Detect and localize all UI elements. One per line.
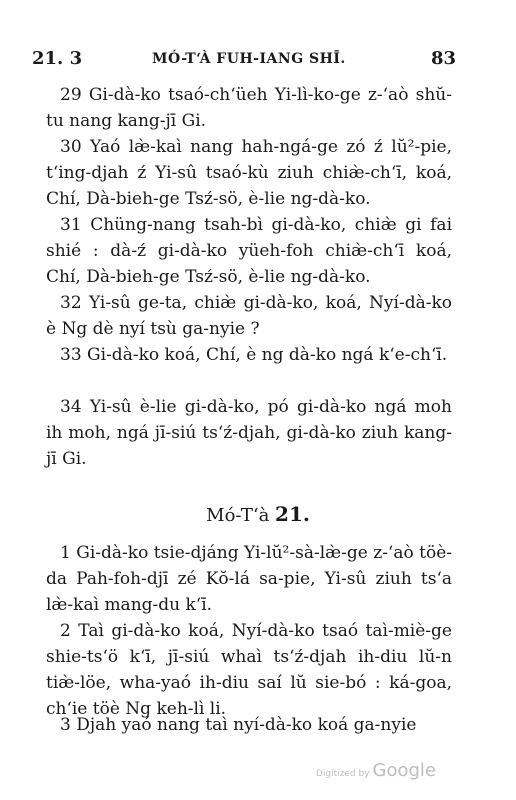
verse-number: 34: [60, 397, 82, 417]
running-header: [32, 48, 456, 68]
verse-number: 3: [60, 715, 71, 735]
verse-number: 31: [60, 215, 82, 235]
verse-number: 1: [60, 543, 71, 563]
verse-text: Yaó læ̀-kaì nang hah-ngá-ge zó ź lŭ²-pie, t‘ing-djah ź Yi-sû tsaó-kù ziuh chiæ̀-ch‘ī, koá, Chí, Dà-bieh-ge Tsź-sö, è-lie ng-dà-ko.: [46, 137, 452, 209]
chapter-reference: 21. 3: [32, 48, 83, 69]
verse-text: Chüng-nang tsah-bì gi-dà-ko, chiæ̀ gi fai shié : dà-ź gi-dà-ko yüeh-foh chiæ̀-ch‘ī koá, Chí, Dà-bieh-ge Tsź-sö, è-lie ng-dà-ko.: [46, 215, 453, 287]
verse-text: Yi-sû è-lie gi-dà-ko, pó gi-dà-ko ngá moh ih moh, ngá jī-siú ts‘ź-djah, gi-dà-ko ziuh kang-jī Gi.: [46, 397, 452, 469]
verse-31: [46, 212, 452, 290]
chapter-heading: [0, 502, 516, 526]
verse-32: [46, 290, 452, 342]
watermark-prefix: Digitized by: [315, 769, 370, 779]
chapter-number: 21.: [275, 502, 310, 526]
verse-number: 33: [60, 345, 82, 365]
verse-text: Gi-dà-ko tsaó-ch‘üeh Yi-lì-ko-ge z-‘aò shŭ-tu nang kang-jī Gi.: [46, 85, 452, 131]
verse-29: [46, 82, 452, 134]
verse-33: [46, 342, 452, 368]
chapter-verse-2: [46, 618, 452, 722]
verse-34: [46, 394, 452, 472]
page-number: 83: [430, 48, 456, 69]
verse-30: [46, 134, 452, 212]
digitization-watermark: [316, 760, 436, 781]
verse-number: 30: [60, 137, 82, 157]
verse-number: 32: [60, 293, 82, 313]
verse-text: Yi-sû ge-ta, chiæ̀ gi-dà-ko, koá, Nyí-dà-ko è Ng dè nyí tsù ga-nyie ?: [46, 293, 452, 339]
verse-text: Gi-dà-ko tsie-djáng Yi-lŭ²-sà-læ̀-ge z-‘aò töè-da Pah-foh-djī zé Kŏ-lá sa-pie, Yi-sû ziuh ts‘a læ̀-kaì mang-du k‘ī.: [46, 543, 452, 615]
chapter-verse-3: [46, 712, 452, 738]
watermark-brand: Google: [372, 760, 436, 781]
verse-text: Gi-dà-ko koá, Chí, è ng dà-ko ngá k‘e-ch‘ī.: [87, 345, 448, 365]
verse-number: 29: [60, 85, 82, 105]
running-title: MÓ-T‘À FUH-IANG SHĪ.: [152, 51, 346, 67]
chapter-verse-1: [46, 540, 452, 618]
verse-text: Djah yaó nang taì nyí-dà-ko koá ga-nyie: [76, 715, 417, 735]
verse-number: 2: [60, 621, 71, 641]
chapter-title: Mó-T‘à: [206, 505, 270, 526]
verse-text: Taì gi-dà-ko koá, Nyí-dà-ko tsaó taì-miè-ge shie-ts‘ö k‘ī, jī-siú whaì ts‘ź-djah ih-diu lŭ-n tiæ̀-löe, wha-yaó ih-diu saí lŭ sie-bó : ká-goa, ch‘ie töè Ng keh-lì li.: [46, 621, 452, 719]
